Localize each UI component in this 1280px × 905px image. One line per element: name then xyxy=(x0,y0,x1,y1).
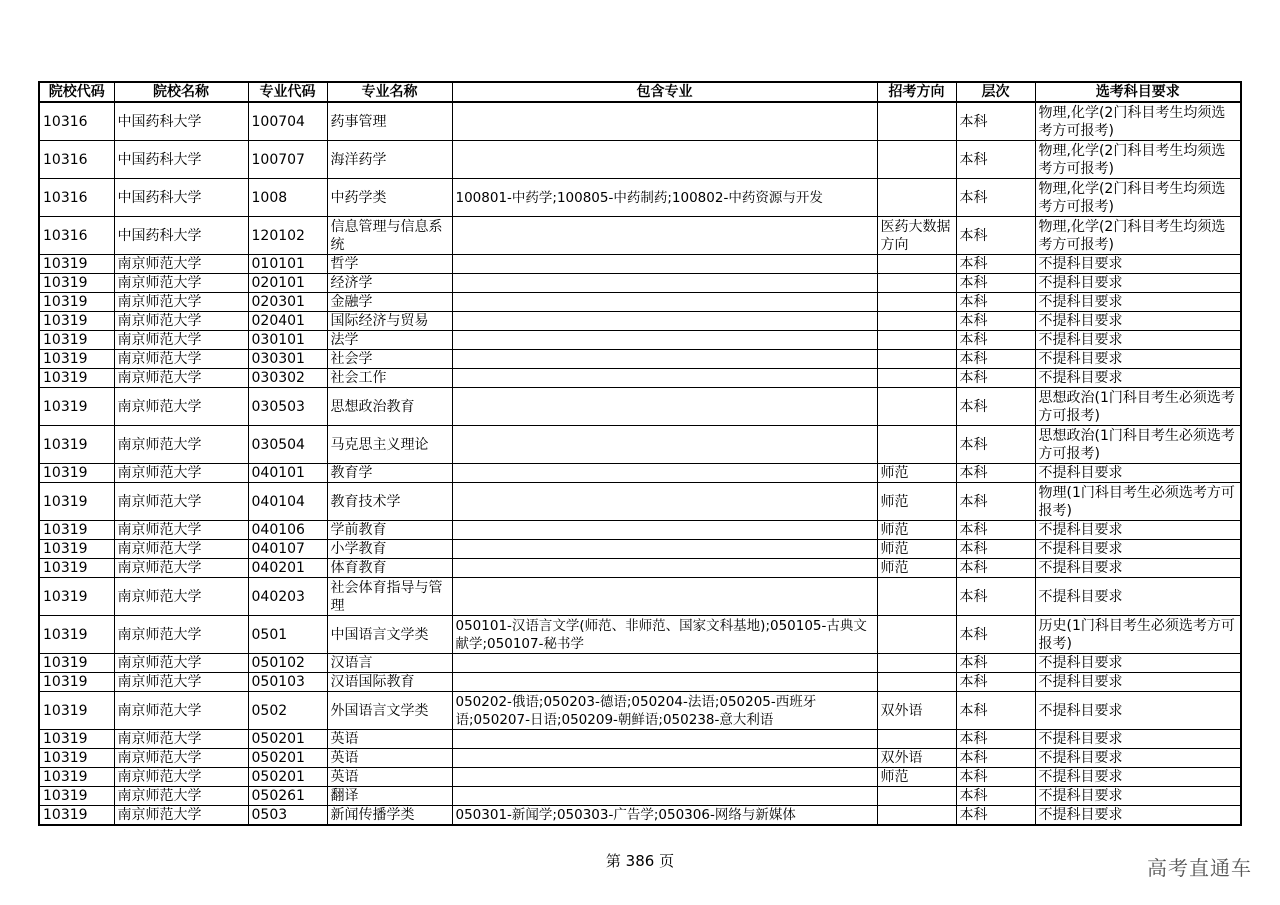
cell-major-code: 040101 xyxy=(248,464,327,483)
cell-subject-requirement: 不提科目要求 xyxy=(1035,540,1241,559)
cell-school-code: 10319 xyxy=(39,350,114,369)
cell-major-code: 100707 xyxy=(248,141,327,179)
cell-major-name: 教育技术学 xyxy=(327,483,452,521)
cell-level: 本科 xyxy=(956,787,1035,806)
cell-direction: 师范 xyxy=(877,559,956,578)
cell-school-name: 中国药科大学 xyxy=(114,217,248,255)
cell-level: 本科 xyxy=(956,141,1035,179)
cell-major-code: 030101 xyxy=(248,331,327,350)
cell-school-name: 南京师范大学 xyxy=(114,673,248,692)
cell-major-name: 英语 xyxy=(327,768,452,787)
cell-subject-requirement: 物理(1门科目考生必须选考方可报考) xyxy=(1035,483,1241,521)
cell-direction: 双外语 xyxy=(877,692,956,730)
watermark-logo: 高考直通车 xyxy=(1147,856,1252,880)
cell-level: 本科 xyxy=(956,616,1035,654)
cell-included-majors xyxy=(452,388,877,426)
column-header-subject-requirement: 选考科目要求 xyxy=(1035,82,1241,102)
cell-level: 本科 xyxy=(956,483,1035,521)
cell-school-code: 10319 xyxy=(39,388,114,426)
cell-level: 本科 xyxy=(956,312,1035,331)
cell-major-name: 海洋药学 xyxy=(327,141,452,179)
cell-direction xyxy=(877,388,956,426)
cell-level: 本科 xyxy=(956,540,1035,559)
cell-school-code: 10319 xyxy=(39,654,114,673)
cell-subject-requirement: 不提科目要求 xyxy=(1035,578,1241,616)
column-header-included-majors: 包含专业 xyxy=(452,82,877,102)
cell-subject-requirement: 不提科目要求 xyxy=(1035,692,1241,730)
cell-subject-requirement: 思想政治(1门科目考生必须选考方可报考) xyxy=(1035,426,1241,464)
table-row xyxy=(39,464,1241,483)
cell-major-name: 社会体育指导与管理 xyxy=(327,578,452,616)
cell-included-majors xyxy=(452,540,877,559)
cell-included-majors: 050202-俄语;050203-德语;050204-法语;050205-西班牙语;050207-日语;050209-朝鲜语;050238-意大利语 xyxy=(452,692,877,730)
cell-major-code: 100704 xyxy=(248,102,327,141)
cell-subject-requirement: 不提科目要求 xyxy=(1035,350,1241,369)
column-header-direction: 招考方向 xyxy=(877,82,956,102)
cell-level: 本科 xyxy=(956,692,1035,730)
cell-included-majors xyxy=(452,654,877,673)
cell-school-name: 中国药科大学 xyxy=(114,102,248,141)
cell-direction xyxy=(877,350,956,369)
page-number: 第 386 页 xyxy=(605,852,675,870)
cell-school-name: 南京师范大学 xyxy=(114,616,248,654)
table-row xyxy=(39,692,1241,730)
cell-major-code: 050102 xyxy=(248,654,327,673)
table-row xyxy=(39,521,1241,540)
cell-direction xyxy=(877,673,956,692)
table-row xyxy=(39,654,1241,673)
cell-school-name: 南京师范大学 xyxy=(114,331,248,350)
cell-direction: 师范 xyxy=(877,521,956,540)
cell-school-code: 10319 xyxy=(39,369,114,388)
cell-school-name: 南京师范大学 xyxy=(114,578,248,616)
cell-school-name: 南京师范大学 xyxy=(114,388,248,426)
cell-level: 本科 xyxy=(956,768,1035,787)
cell-level: 本科 xyxy=(956,293,1035,312)
cell-major-code: 050103 xyxy=(248,673,327,692)
table-row xyxy=(39,749,1241,768)
cell-school-name: 南京师范大学 xyxy=(114,540,248,559)
cell-major-name: 经济学 xyxy=(327,274,452,293)
cell-major-name: 哲学 xyxy=(327,255,452,274)
cell-subject-requirement: 物理,化学(2门科目考生均须选考方可报考) xyxy=(1035,102,1241,141)
cell-major-code: 050261 xyxy=(248,787,327,806)
cell-level: 本科 xyxy=(956,388,1035,426)
cell-included-majors xyxy=(452,521,877,540)
table-body xyxy=(39,102,1241,825)
cell-major-code: 1008 xyxy=(248,179,327,217)
cell-subject-requirement: 不提科目要求 xyxy=(1035,521,1241,540)
cell-major-name: 英语 xyxy=(327,730,452,749)
cell-major-name: 英语 xyxy=(327,749,452,768)
cell-school-name: 中国药科大学 xyxy=(114,179,248,217)
cell-major-name: 新闻传播学类 xyxy=(327,806,452,826)
cell-school-name: 南京师范大学 xyxy=(114,350,248,369)
cell-major-name: 信息管理与信息系统 xyxy=(327,217,452,255)
cell-direction xyxy=(877,616,956,654)
table-row xyxy=(39,787,1241,806)
cell-direction xyxy=(877,578,956,616)
cell-school-code: 10319 xyxy=(39,749,114,768)
cell-subject-requirement: 不提科目要求 xyxy=(1035,331,1241,350)
cell-school-name: 南京师范大学 xyxy=(114,312,248,331)
column-header-level: 层次 xyxy=(956,82,1035,102)
cell-direction: 师范 xyxy=(877,540,956,559)
column-header-major-code: 专业代码 xyxy=(248,82,327,102)
table-row xyxy=(39,578,1241,616)
column-header-major-name: 专业名称 xyxy=(327,82,452,102)
cell-level: 本科 xyxy=(956,331,1035,350)
cell-level: 本科 xyxy=(956,559,1035,578)
cell-included-majors xyxy=(452,293,877,312)
cell-level: 本科 xyxy=(956,369,1035,388)
cell-included-majors xyxy=(452,426,877,464)
cell-direction: 师范 xyxy=(877,483,956,521)
cell-major-code: 050201 xyxy=(248,730,327,749)
cell-direction xyxy=(877,331,956,350)
cell-level: 本科 xyxy=(956,749,1035,768)
cell-included-majors xyxy=(452,141,877,179)
cell-subject-requirement: 不提科目要求 xyxy=(1035,730,1241,749)
cell-school-code: 10319 xyxy=(39,426,114,464)
table-row xyxy=(39,806,1241,826)
cell-included-majors xyxy=(452,768,877,787)
cell-school-code: 10319 xyxy=(39,768,114,787)
table-row xyxy=(39,730,1241,749)
table-row xyxy=(39,768,1241,787)
cell-school-code: 10316 xyxy=(39,179,114,217)
cell-included-majors xyxy=(452,331,877,350)
cell-major-code: 0503 xyxy=(248,806,327,826)
cell-school-name: 南京师范大学 xyxy=(114,293,248,312)
cell-school-name: 南京师范大学 xyxy=(114,806,248,826)
cell-school-code: 10316 xyxy=(39,141,114,179)
cell-school-code: 10319 xyxy=(39,274,114,293)
cell-subject-requirement: 不提科目要求 xyxy=(1035,768,1241,787)
cell-major-name: 学前教育 xyxy=(327,521,452,540)
table-row xyxy=(39,274,1241,293)
cell-level: 本科 xyxy=(956,350,1035,369)
cell-subject-requirement: 不提科目要求 xyxy=(1035,673,1241,692)
table-row xyxy=(39,293,1241,312)
cell-major-name: 社会学 xyxy=(327,350,452,369)
cell-school-name: 南京师范大学 xyxy=(114,274,248,293)
cell-school-code: 10319 xyxy=(39,331,114,350)
cell-direction: 双外语 xyxy=(877,749,956,768)
cell-subject-requirement: 不提科目要求 xyxy=(1035,559,1241,578)
cell-school-code: 10319 xyxy=(39,559,114,578)
cell-level: 本科 xyxy=(956,426,1035,464)
cell-direction xyxy=(877,426,956,464)
cell-major-name: 汉语言 xyxy=(327,654,452,673)
cell-major-name: 思想政治教育 xyxy=(327,388,452,426)
cell-school-code: 10319 xyxy=(39,730,114,749)
column-header-school-code: 院校代码 xyxy=(39,82,114,102)
table-row xyxy=(39,350,1241,369)
cell-included-majors xyxy=(452,369,877,388)
cell-major-name: 中药学类 xyxy=(327,179,452,217)
table-row xyxy=(39,388,1241,426)
cell-included-majors xyxy=(452,464,877,483)
cell-school-code: 10319 xyxy=(39,293,114,312)
cell-major-code: 020101 xyxy=(248,274,327,293)
table-row xyxy=(39,217,1241,255)
cell-school-code: 10319 xyxy=(39,540,114,559)
cell-major-code: 030301 xyxy=(248,350,327,369)
cell-major-name: 外国语言文学类 xyxy=(327,692,452,730)
table-row xyxy=(39,616,1241,654)
cell-included-majors xyxy=(452,255,877,274)
cell-subject-requirement: 不提科目要求 xyxy=(1035,464,1241,483)
header-row xyxy=(39,82,1241,102)
cell-included-majors xyxy=(452,350,877,369)
cell-major-name: 马克思主义理论 xyxy=(327,426,452,464)
cell-subject-requirement: 不提科目要求 xyxy=(1035,369,1241,388)
cell-major-code: 020301 xyxy=(248,293,327,312)
cell-included-majors xyxy=(452,312,877,331)
cell-direction xyxy=(877,179,956,217)
cell-school-name: 南京师范大学 xyxy=(114,369,248,388)
cell-major-name: 体育教育 xyxy=(327,559,452,578)
cell-level: 本科 xyxy=(956,274,1035,293)
table-row xyxy=(39,673,1241,692)
cell-direction xyxy=(877,293,956,312)
cell-direction xyxy=(877,806,956,826)
cell-major-name: 金融学 xyxy=(327,293,452,312)
cell-major-code: 0501 xyxy=(248,616,327,654)
table-row xyxy=(39,141,1241,179)
table-row xyxy=(39,312,1241,331)
cell-major-code: 020401 xyxy=(248,312,327,331)
cell-major-name: 翻译 xyxy=(327,787,452,806)
cell-major-name: 小学教育 xyxy=(327,540,452,559)
cell-subject-requirement: 不提科目要求 xyxy=(1035,255,1241,274)
table-row xyxy=(39,483,1241,521)
cell-school-code: 10319 xyxy=(39,673,114,692)
cell-subject-requirement: 不提科目要求 xyxy=(1035,787,1241,806)
cell-included-majors xyxy=(452,274,877,293)
cell-school-name: 南京师范大学 xyxy=(114,255,248,274)
cell-level: 本科 xyxy=(956,673,1035,692)
cell-school-code: 10316 xyxy=(39,102,114,141)
cell-included-majors xyxy=(452,483,877,521)
cell-included-majors: 050101-汉语言文学(师范、非师范、国家文科基地);050105-古典文献学;050107-秘书学 xyxy=(452,616,877,654)
table-row xyxy=(39,331,1241,350)
cell-subject-requirement: 历史(1门科目考生必须选考方可报考) xyxy=(1035,616,1241,654)
cell-included-majors xyxy=(452,673,877,692)
cell-level: 本科 xyxy=(956,654,1035,673)
cell-major-code: 010101 xyxy=(248,255,327,274)
cell-major-code: 030503 xyxy=(248,388,327,426)
cell-school-name: 南京师范大学 xyxy=(114,749,248,768)
table-row xyxy=(39,559,1241,578)
cell-major-code: 040106 xyxy=(248,521,327,540)
cell-included-majors: 050301-新闻学;050303-广告学;050306-网络与新媒体 xyxy=(452,806,877,826)
cell-school-code: 10319 xyxy=(39,483,114,521)
cell-included-majors xyxy=(452,578,877,616)
cell-school-name: 南京师范大学 xyxy=(114,483,248,521)
cell-direction xyxy=(877,141,956,179)
cell-direction xyxy=(877,369,956,388)
cell-subject-requirement: 物理,化学(2门科目考生均须选考方可报考) xyxy=(1035,179,1241,217)
cell-school-code: 10319 xyxy=(39,616,114,654)
table-row xyxy=(39,255,1241,274)
cell-included-majors xyxy=(452,559,877,578)
cell-level: 本科 xyxy=(956,102,1035,141)
cell-major-code: 040104 xyxy=(248,483,327,521)
cell-direction xyxy=(877,312,956,331)
cell-major-code: 120102 xyxy=(248,217,327,255)
cell-school-code: 10319 xyxy=(39,578,114,616)
cell-level: 本科 xyxy=(956,179,1035,217)
cell-level: 本科 xyxy=(956,730,1035,749)
cell-major-code: 050201 xyxy=(248,749,327,768)
column-header-school-name: 院校名称 xyxy=(114,82,248,102)
cell-included-majors xyxy=(452,217,877,255)
cell-major-code: 050201 xyxy=(248,768,327,787)
cell-subject-requirement: 不提科目要求 xyxy=(1035,806,1241,826)
cell-school-name: 南京师范大学 xyxy=(114,787,248,806)
cell-direction xyxy=(877,654,956,673)
cell-direction: 师范 xyxy=(877,768,956,787)
cell-major-code: 040203 xyxy=(248,578,327,616)
cell-subject-requirement: 不提科目要求 xyxy=(1035,293,1241,312)
cell-school-name: 南京师范大学 xyxy=(114,692,248,730)
cell-major-name: 社会工作 xyxy=(327,369,452,388)
table-row xyxy=(39,540,1241,559)
cell-level: 本科 xyxy=(956,578,1035,616)
admission-table xyxy=(38,81,1242,826)
cell-school-code: 10319 xyxy=(39,521,114,540)
table-row xyxy=(39,369,1241,388)
table-row xyxy=(39,179,1241,217)
cell-level: 本科 xyxy=(956,806,1035,826)
cell-major-code: 0502 xyxy=(248,692,327,730)
cell-major-name: 药事管理 xyxy=(327,102,452,141)
cell-subject-requirement: 物理,化学(2门科目考生均须选考方可报考) xyxy=(1035,217,1241,255)
cell-subject-requirement: 不提科目要求 xyxy=(1035,274,1241,293)
cell-included-majors xyxy=(452,749,877,768)
cell-direction: 师范 xyxy=(877,464,956,483)
cell-direction xyxy=(877,274,956,293)
cell-school-name: 南京师范大学 xyxy=(114,654,248,673)
cell-major-code: 030302 xyxy=(248,369,327,388)
cell-direction: 医药大数据方向 xyxy=(877,217,956,255)
cell-school-code: 10319 xyxy=(39,806,114,826)
cell-level: 本科 xyxy=(956,217,1035,255)
cell-school-name: 南京师范大学 xyxy=(114,768,248,787)
cell-school-name: 南京师范大学 xyxy=(114,730,248,749)
cell-major-name: 教育学 xyxy=(327,464,452,483)
cell-subject-requirement: 不提科目要求 xyxy=(1035,312,1241,331)
cell-direction xyxy=(877,255,956,274)
cell-school-code: 10319 xyxy=(39,787,114,806)
cell-school-code: 10319 xyxy=(39,312,114,331)
cell-major-code: 040107 xyxy=(248,540,327,559)
cell-subject-requirement: 物理,化学(2门科目考生均须选考方可报考) xyxy=(1035,141,1241,179)
cell-school-code: 10319 xyxy=(39,255,114,274)
cell-direction xyxy=(877,787,956,806)
cell-level: 本科 xyxy=(956,255,1035,274)
cell-level: 本科 xyxy=(956,464,1035,483)
cell-major-name: 国际经济与贸易 xyxy=(327,312,452,331)
cell-school-name: 中国药科大学 xyxy=(114,141,248,179)
cell-included-majors xyxy=(452,730,877,749)
table-row xyxy=(39,102,1241,141)
cell-level: 本科 xyxy=(956,521,1035,540)
cell-included-majors xyxy=(452,787,877,806)
cell-major-name: 法学 xyxy=(327,331,452,350)
cell-school-name: 南京师范大学 xyxy=(114,464,248,483)
table-row xyxy=(39,426,1241,464)
cell-major-name: 汉语国际教育 xyxy=(327,673,452,692)
cell-school-code: 10319 xyxy=(39,692,114,730)
cell-major-code: 030504 xyxy=(248,426,327,464)
cell-school-name: 南京师范大学 xyxy=(114,521,248,540)
cell-subject-requirement: 不提科目要求 xyxy=(1035,654,1241,673)
cell-included-majors xyxy=(452,102,877,141)
cell-school-name: 南京师范大学 xyxy=(114,559,248,578)
cell-direction xyxy=(877,102,956,141)
cell-major-name: 中国语言文学类 xyxy=(327,616,452,654)
cell-subject-requirement: 思想政治(1门科目考生必须选考方可报考) xyxy=(1035,388,1241,426)
cell-included-majors: 100801-中药学;100805-中药制药;100802-中药资源与开发 xyxy=(452,179,877,217)
cell-major-code: 040201 xyxy=(248,559,327,578)
cell-direction xyxy=(877,730,956,749)
cell-school-code: 10319 xyxy=(39,464,114,483)
cell-school-name: 南京师范大学 xyxy=(114,426,248,464)
cell-school-code: 10316 xyxy=(39,217,114,255)
cell-subject-requirement: 不提科目要求 xyxy=(1035,749,1241,768)
